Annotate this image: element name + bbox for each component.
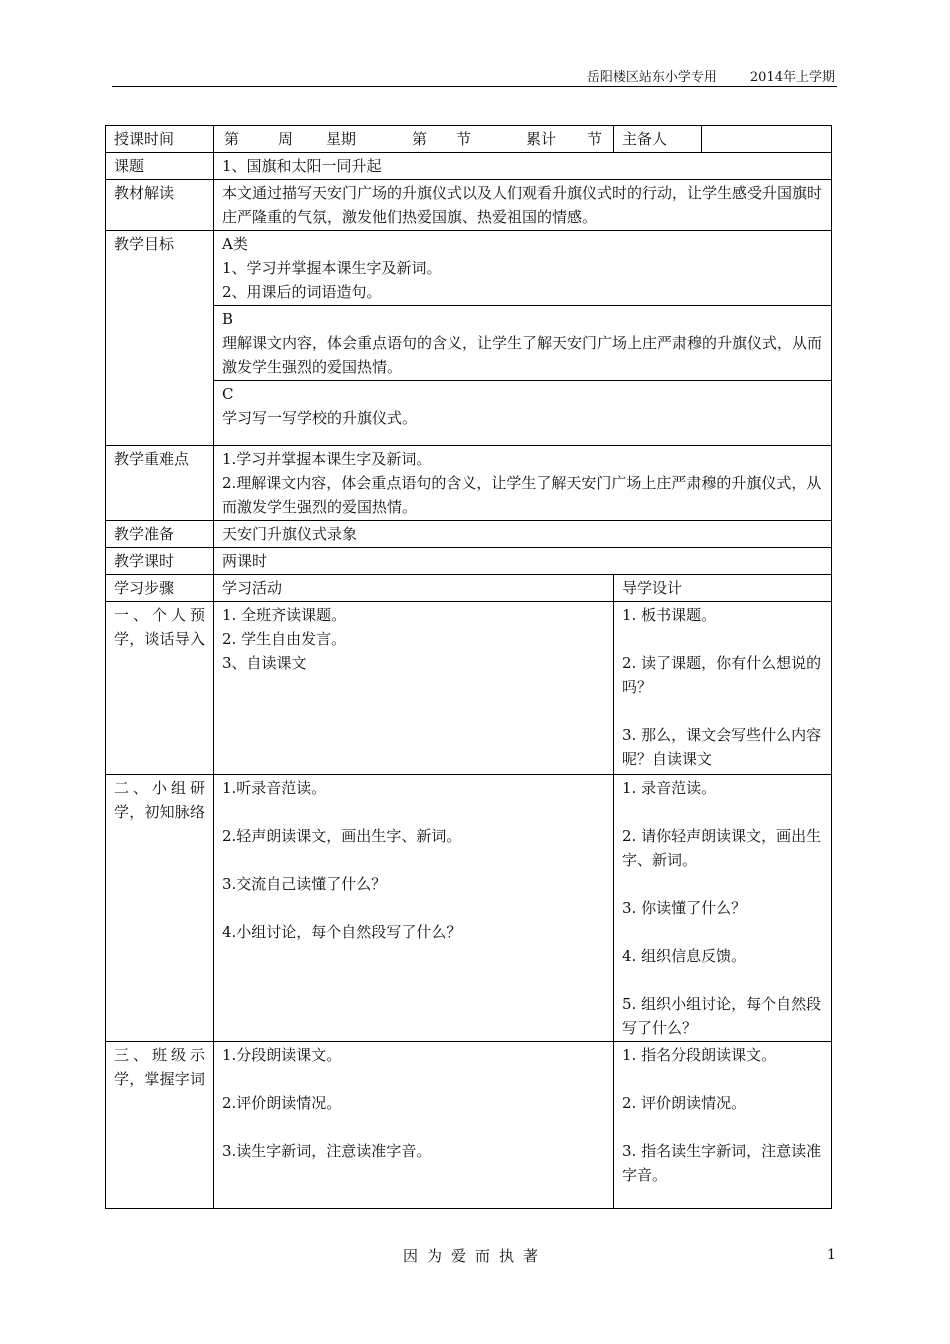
goals-label: 教学目标 bbox=[106, 231, 214, 446]
guide-item: 3. 指名读生字新词，注意读准字音。 bbox=[622, 1142, 822, 1184]
info-time-fields bbox=[214, 126, 614, 153]
reading-text: 本文通过描写天安门广场的升旗仪式以及人们观看升旗仪式时的行动，让学生感受升国旗时庄严隆重的气氛，激发他们热爱国旗、热爱祖国的情感。 bbox=[214, 180, 832, 231]
hours-value: 两课时 bbox=[214, 548, 832, 575]
goals-c-title: C bbox=[222, 385, 234, 403]
steps-header-col1: 学习步骤 bbox=[106, 575, 214, 602]
guide-item: 1. 板书课题。 bbox=[622, 606, 717, 624]
reading-row bbox=[106, 180, 832, 231]
info-f3: 星期 bbox=[326, 130, 357, 148]
difficulties-row bbox=[106, 446, 832, 521]
activity-item: 3、自读课文 bbox=[222, 654, 307, 672]
goals-c-text: 学习写一写学校的升旗仪式。 bbox=[222, 409, 418, 427]
step-name-text: 一、个人预学，谈话导入 bbox=[114, 606, 205, 648]
step-activities bbox=[214, 775, 614, 1042]
guide-item: 2. 读了课题，你有什么想说的吗？ bbox=[622, 654, 822, 696]
difficulty-item: 1.学习并掌握本课生字及新词。 bbox=[222, 450, 432, 468]
goals-c bbox=[214, 381, 832, 446]
info-f5: 节 bbox=[456, 130, 472, 148]
goals-a bbox=[214, 231, 832, 306]
prep-value: 天安门升旗仪式录象 bbox=[214, 521, 832, 548]
reading-label: 教材解读 bbox=[106, 180, 214, 231]
activity-item: 2. 学生自由发言。 bbox=[222, 630, 347, 648]
step-name-text: 三、班级示学，掌握字词 bbox=[114, 1046, 205, 1088]
hours-row bbox=[106, 548, 832, 575]
footer-motto: 因为爱而执著 bbox=[402, 1247, 547, 1265]
page-header bbox=[112, 66, 837, 87]
prep-label: 教学准备 bbox=[106, 521, 214, 548]
info-f4: 第 bbox=[412, 130, 428, 148]
steps-header-row bbox=[106, 575, 832, 602]
step-guides bbox=[614, 1042, 832, 1209]
step-guides bbox=[614, 602, 832, 775]
preparer-value bbox=[702, 126, 832, 153]
goals-a-item: 2、用课后的词语造句。 bbox=[222, 283, 382, 301]
goals-row-a bbox=[106, 231, 832, 306]
step-name bbox=[106, 602, 214, 775]
guide-item: 4. 组织信息反馈。 bbox=[622, 947, 747, 965]
step-activities bbox=[214, 1042, 614, 1209]
activity-item: 1. 全班齐读课题。 bbox=[222, 606, 347, 624]
lesson-plan-table bbox=[105, 125, 832, 1209]
step-row bbox=[106, 775, 832, 1042]
step-name-text: 二、小组研学，初知脉络 bbox=[114, 779, 205, 821]
guide-item: 1. 录音范读。 bbox=[622, 779, 717, 797]
title-label: 课题 bbox=[106, 153, 214, 180]
goals-b-title: B bbox=[222, 310, 234, 328]
goals-b-text: 理解课文内容，体会重点语句的含义，让学生了解天安门广场上庄严肃穆的升旗仪式，从而激发学生强烈的爱国热情。 bbox=[222, 334, 823, 376]
info-f6: 累计 bbox=[526, 130, 557, 148]
difficulty-item: 2.理解课文内容，体会重点语句的含义，让学生了解天安门广场上庄严肃穆的升旗仪式，从而激发学生强烈的爱国热情。 bbox=[222, 474, 822, 516]
header-term: 2014年上学期 bbox=[749, 70, 835, 85]
step-row bbox=[106, 602, 832, 775]
steps-header-col2: 学习活动 bbox=[214, 575, 614, 602]
goals-row-b bbox=[106, 306, 832, 381]
step-activities bbox=[214, 602, 614, 775]
activity-item: 1.分段朗读课文。 bbox=[222, 1046, 342, 1064]
info-label: 授课时间 bbox=[106, 126, 214, 153]
difficulties-content bbox=[214, 446, 832, 521]
info-f1: 第 bbox=[224, 130, 240, 148]
step-guides bbox=[614, 775, 832, 1042]
activity-item: 2.评价朗读情况。 bbox=[222, 1094, 342, 1112]
goals-a-item: 1、学习并掌握本课生字及新词。 bbox=[222, 259, 442, 277]
page-number: 1 bbox=[827, 1247, 836, 1263]
lesson-title: 1、国旗和太阳一同升起 bbox=[214, 153, 832, 180]
header-school: 岳阳楼区站东小学专用 bbox=[586, 70, 717, 85]
step-name bbox=[106, 775, 214, 1042]
guide-item: 5. 组织小组讨论，每个自然段写了什么？ bbox=[622, 995, 822, 1037]
step-row bbox=[106, 1042, 832, 1209]
info-f7: 节 bbox=[587, 130, 603, 148]
info-f2: 周 bbox=[278, 130, 294, 148]
goals-b bbox=[214, 306, 832, 381]
steps-header-col3: 导学设计 bbox=[614, 575, 832, 602]
activity-item: 2.轻声朗读课文，画出生字、新词。 bbox=[222, 827, 462, 845]
hours-label: 教学课时 bbox=[106, 548, 214, 575]
guide-item: 3. 你读懂了什么？ bbox=[622, 899, 747, 917]
guide-item: 2. 评价朗读情况。 bbox=[622, 1094, 747, 1112]
prep-row bbox=[106, 521, 832, 548]
activity-item: 3.交流自己读懂了什么？ bbox=[222, 875, 387, 893]
activity-item: 4.小组讨论，每个自然段写了什么？ bbox=[222, 923, 462, 941]
title-row bbox=[106, 153, 832, 180]
preparer-label: 主备人 bbox=[614, 126, 702, 153]
activity-item: 1.听录音范读。 bbox=[222, 779, 327, 797]
difficulties-label: 教学重难点 bbox=[106, 446, 214, 521]
activity-item: 3.读生字新词，注意读准字音。 bbox=[222, 1142, 432, 1160]
info-row bbox=[106, 126, 832, 153]
guide-item: 2. 请你轻声朗读课文，画出生字、新词。 bbox=[622, 827, 822, 869]
goals-row-c bbox=[106, 381, 832, 446]
guide-item: 3. 那么，课文会写些什么内容呢？自读课文 bbox=[622, 726, 822, 768]
guide-item: 1. 指名分段朗读课文。 bbox=[622, 1046, 777, 1064]
goals-a-title: A类 bbox=[222, 235, 248, 253]
step-name bbox=[106, 1042, 214, 1209]
